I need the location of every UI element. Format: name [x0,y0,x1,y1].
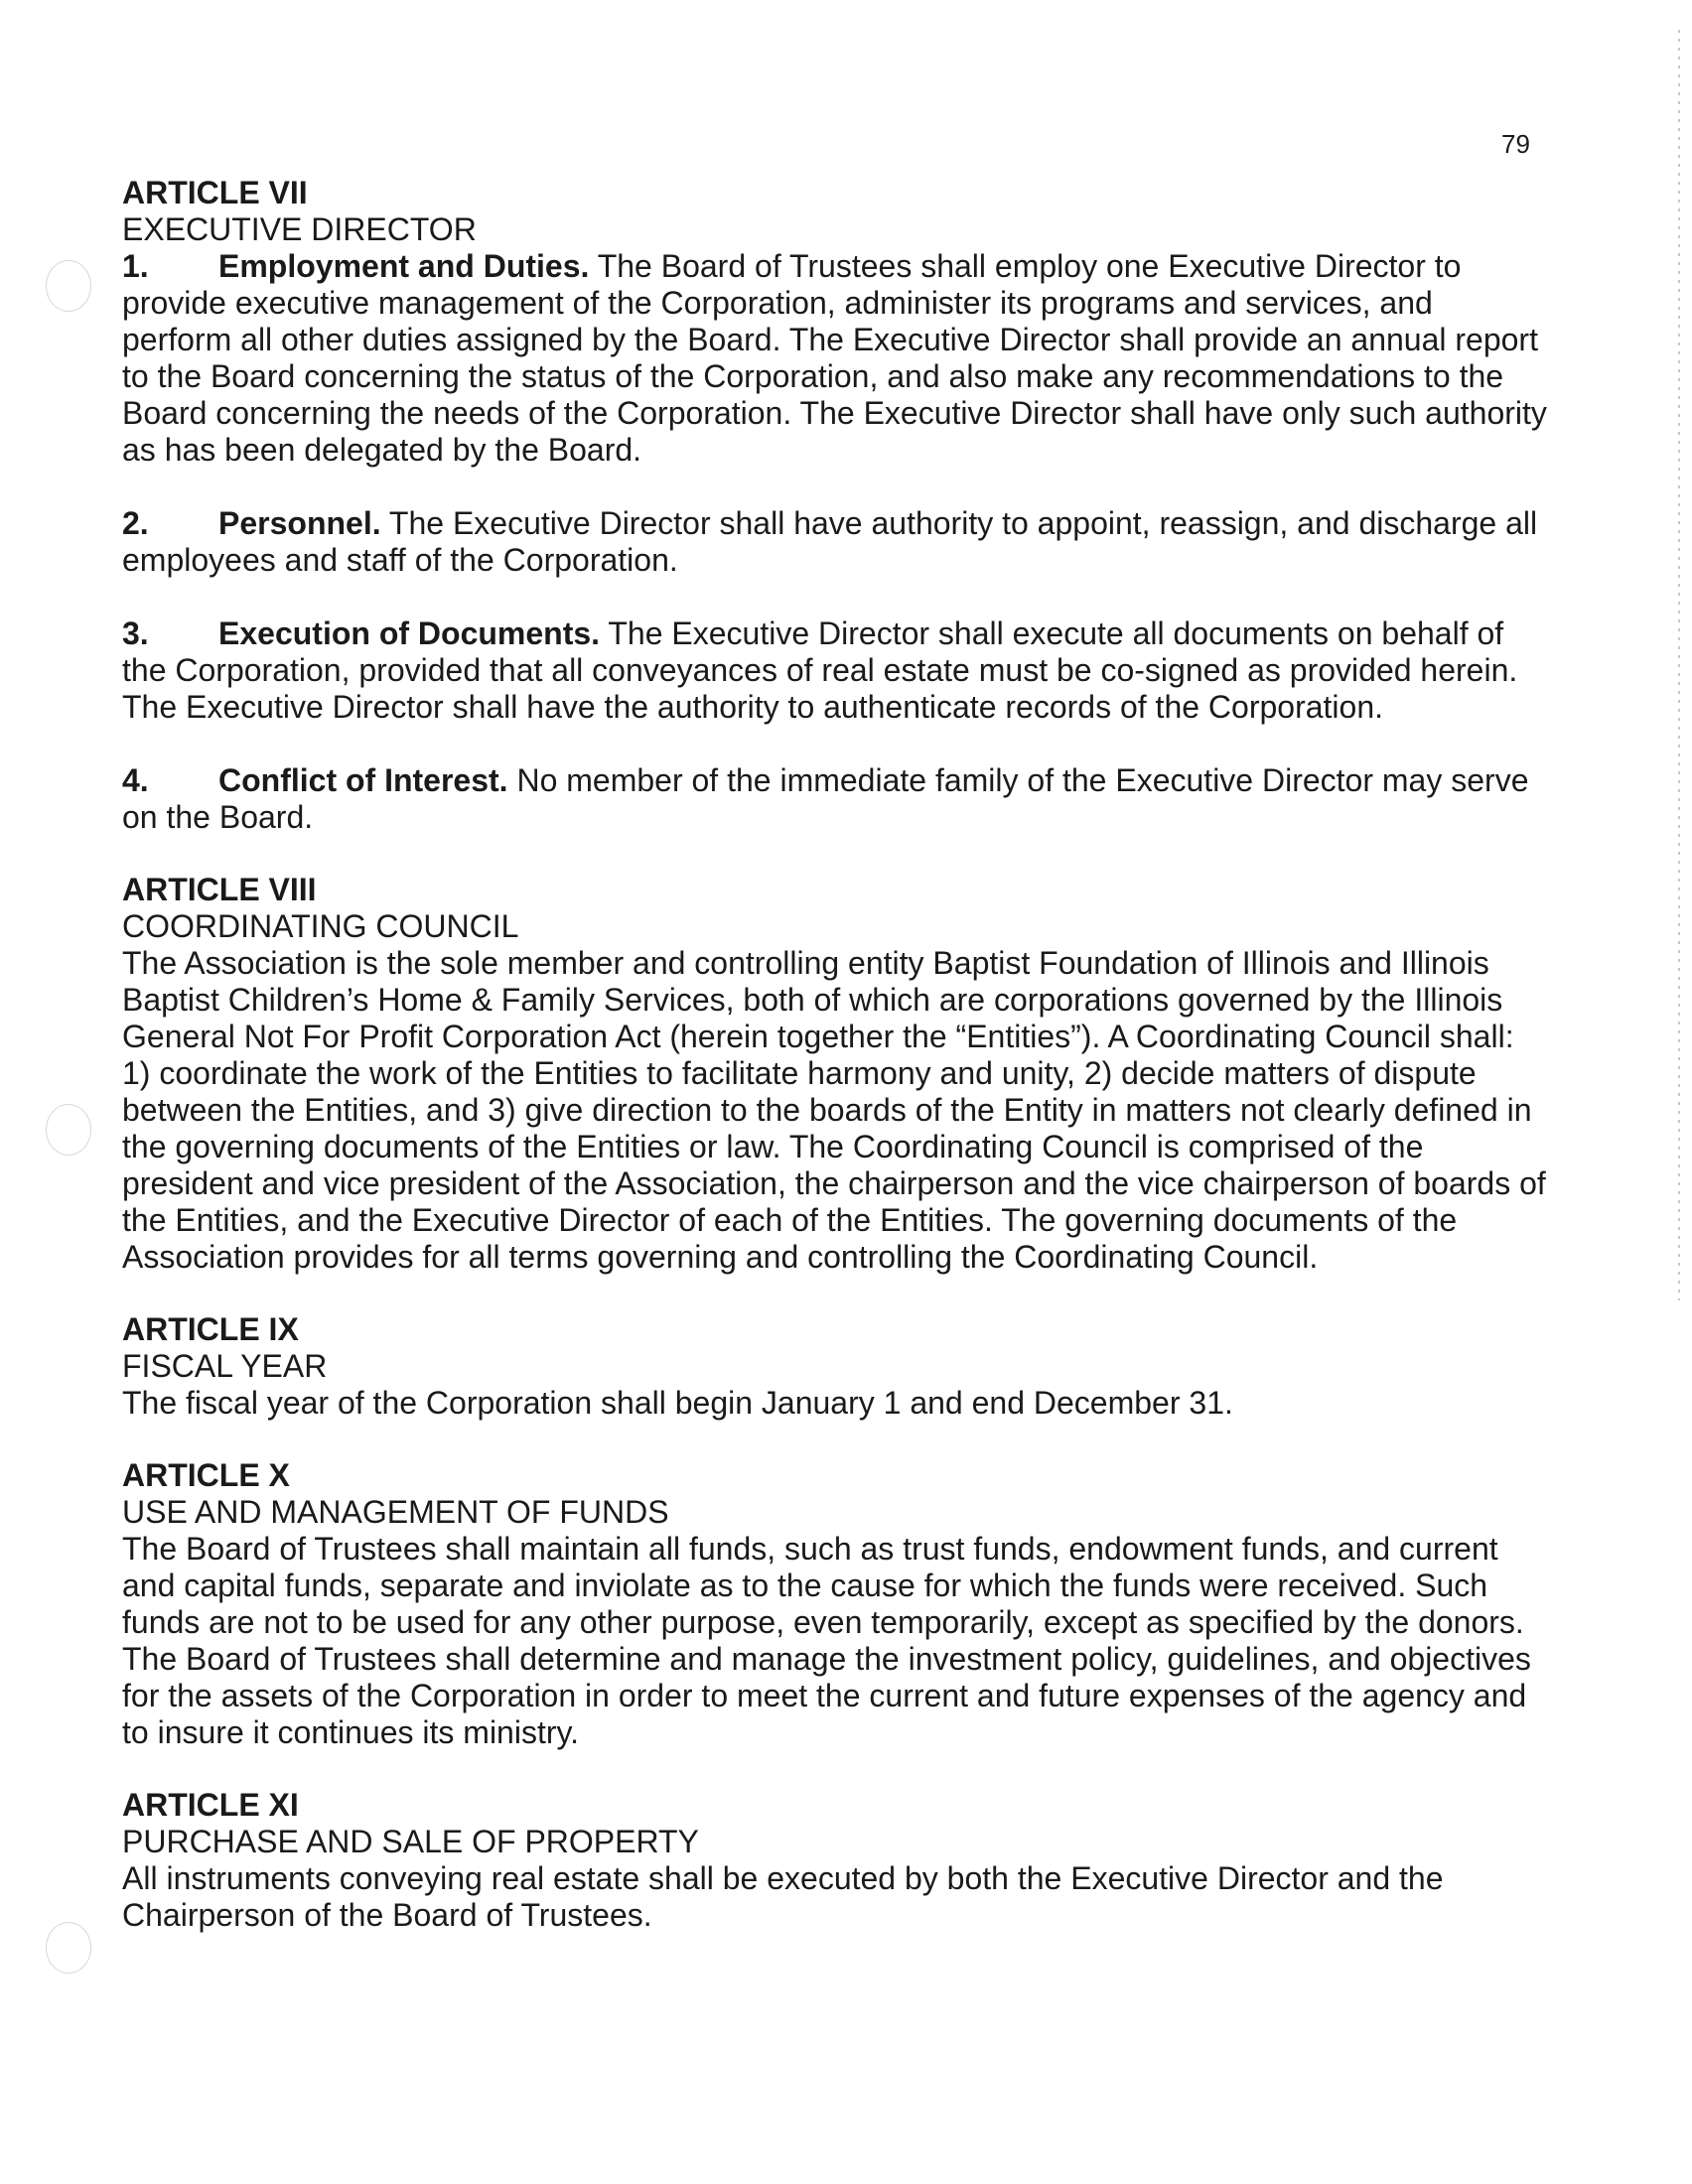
section-text: No member of the immediate family of the Executive Director may serve on the Board. [122,762,1529,835]
article-number: ARTICLE VII [122,175,308,210]
section-number: 2. [122,505,149,541]
punch-hole-mark [46,260,91,312]
article-viii [122,872,1547,1276]
section-number: 3. [122,615,149,651]
article-body: All instruments conveying real estate shall be executed by both the Executive Director and the Chairperson of the Board of Trustees. [122,1860,1444,1933]
article-body: The Board of Trustees shall maintain all funds, such as trust funds, endowment funds, and current and capital funds, separate and inviolate as to the cause for which the funds were received. Such funds are not to be used for any other purpose, even temporarily, except as specified by the donors. The Board of Trustees shall determine and manage the investment policy, guidelines, and objectives for the assets of the Corporation in order to meet the current and future expenses of the agency and to insure it continues its ministry. [122,1531,1531,1750]
section-conflict-of-interest [122,762,1547,836]
article-title: FISCAL YEAR [122,1348,328,1384]
page-number: 79 [1501,129,1530,159]
section-number: 1. [122,248,149,284]
article-title: PURCHASE AND SALE OF PROPERTY [122,1824,699,1859]
section-number: 4. [122,762,149,798]
section-execution-of-documents [122,615,1547,726]
article-vii [122,175,1547,836]
article-body: The Association is the sole member and controlling entity Baptist Foundation of Illinois and Illinois Baptist Children’s Home & Family Services, both of which are corporations governed by the Illinois General Not For Profit Corporation Act (herein together the “Entities”). A Coordinating Council shall: 1) coordinate the work of the Entities to facilitate harmony and unity, 2) decide matters of dispute between the Entities, and 3) give direction to the boards of the Entity in matters not clearly defined in the governing documents of the Entities or law. The Coordinating Council is comprised of the president and vice president of the Association, the chairperson and the vice chairperson of boards of the Entities, and the Executive Director of each of the Entities. The governing documents of the Association provides for all terms governing and controlling the Coordinating Council. [122,945,1546,1275]
article-number: ARTICLE XI [122,1787,299,1823]
section-text: The Executive Director shall have authority to appoint, reassign, and discharge all employees and staff of the Corporation. [122,505,1538,578]
section-heading: Employment and Duties. [218,248,590,284]
article-title: COORDINATING COUNCIL [122,908,519,944]
article-ix [122,1311,1547,1422]
article-number: ARTICLE VIII [122,872,317,907]
punch-hole-mark [46,1922,91,1974]
section-employment-duties [122,248,1547,469]
article-title: EXECUTIVE DIRECTOR [122,211,477,247]
punch-hole-mark [46,1104,91,1156]
article-x [122,1457,1547,1751]
article-body: The fiscal year of the Corporation shall begin January 1 and end December 31. [122,1385,1233,1421]
section-text: The Board of Trustees shall employ one Executive Director to provide executive management of the Corporation, administer its programs and services, and perform all other duties assigned by the Board. The Executive Director shall provide an annual report to the Board concerning the status of the Corporation, and also make any recommendations to the Board concerning the needs of the Corporation. The Executive Director shall have only such authority as has been delegated by the Board. [122,248,1547,468]
article-xi [122,1787,1547,1934]
section-heading: Conflict of Interest. [218,762,508,798]
article-number: ARTICLE IX [122,1311,299,1347]
section-personnel [122,505,1547,579]
article-title: USE AND MANAGEMENT OF FUNDS [122,1494,669,1530]
section-heading: Personnel. [218,505,381,541]
scan-edge-artifact [1678,30,1680,1300]
section-text: The Executive Director shall execute all documents on behalf of the Corporation, provided that all conveyances of real estate must be co-signed as provided herein. The Executive Director shall have the authority to authenticate records of the Corporation. [122,615,1518,725]
section-heading: Execution of Documents. [218,615,601,651]
document-body [122,175,1547,1970]
article-number: ARTICLE X [122,1457,290,1493]
